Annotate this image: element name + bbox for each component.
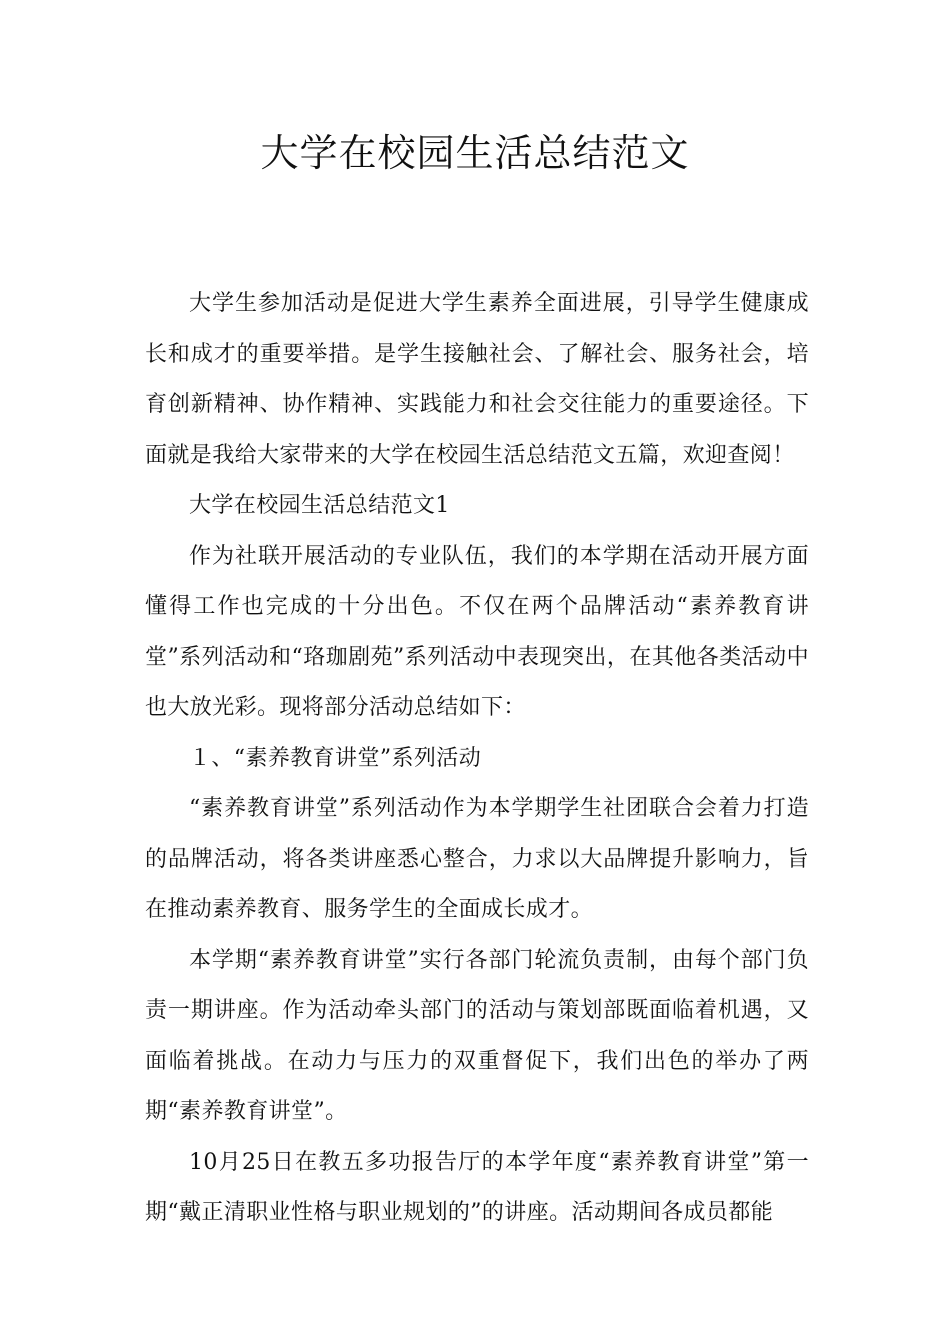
document-title: 大学在校园生活总结范文 (260, 131, 690, 175)
body-paragraph: “素养教育讲堂”系列活动作为本学期学生社团联合会着力打造的品牌活动，将各类讲座悉心整合，力求以大品牌提升影响力，旨在推动素养教育、服务学生的全面成长成才。 (145, 796, 809, 922)
numbered-subheading: １、“素养教育讲堂”系列活动 (189, 745, 482, 771)
intro-paragraph: 大学生参加活动是促进大学生素养全面进展，引导学生健康成长和成才的重要举措。是学生接触社会、了解社会、服务社会，培育创新精神、协作精神、实践能力和社会交往能力的重要途径。下面就是我给大家带来的大学在校园生活总结范文五篇，欢迎查阅！ (145, 291, 809, 468)
body-paragraph: 本学期“素养教育讲堂”实行各部门轮流负责制，由每个部门负责一期讲座。作为活动牵头部门的活动与策划部既面临着机遇，又面临着挑战。在动力与压力的双重督促下，我们出色的举办了两期“素养教育讲堂”。 (145, 947, 809, 1124)
body-paragraph: 作为社联开展活动的专业队伍，我们的本学期在活动开展方面懂得工作也完成的十分出色。不仅在两个品牌活动“素养教育讲堂”系列活动和“珞珈剧苑”系列活动中表现突出，在其他各类活动中也大放光彩。现将部分活动总结如下： (145, 543, 809, 720)
section-heading: 大学在校园生活总结范文1 (189, 493, 450, 518)
body-paragraph: 10月25日在教五多功报告厅的本学年度“素养教育讲堂”第一期“戴正清职业性格与职业规划的”的讲座。活动期间各成员都能 (145, 1149, 809, 1225)
document-body (145, 279, 809, 1239)
